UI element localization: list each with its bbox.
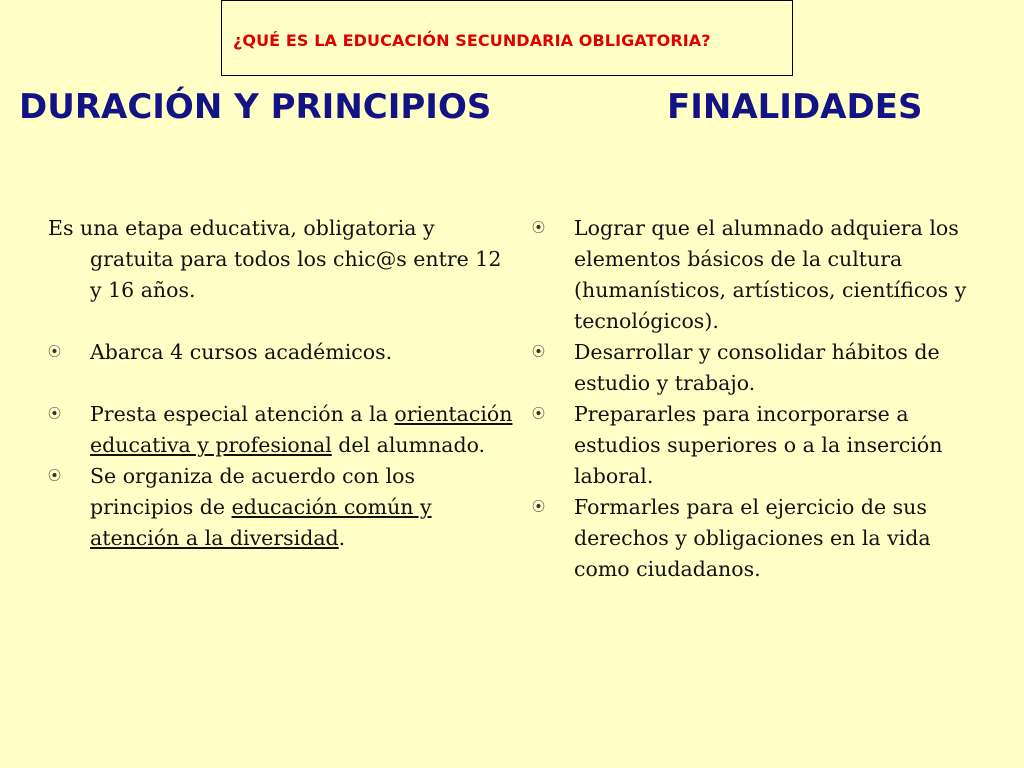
item-text: del alumnado. (331, 433, 486, 457)
circle-dot-icon: ⦿ (532, 407, 546, 422)
underlined-text: orientación educativa y profesional (90, 402, 513, 457)
list-item (48, 337, 518, 368)
circle-dot-icon: ⦿ (532, 500, 546, 515)
underlined-text: educación común y atención a la diversidad (90, 495, 432, 550)
item-text: Abarca 4 cursos académicos. (90, 340, 393, 364)
slide-title: ¿QUÉ ES LA EDUCACIÓN SECUNDARIA OBLIGATORIA? (233, 31, 711, 50)
left-column (48, 213, 518, 554)
item-text: . (338, 526, 346, 550)
list-item (532, 213, 992, 337)
item-text: Lograr que el alumnado adquiera los elementos básicos de la cultura (humanísticos, artísticos, científicos y tecnológicos). (574, 216, 967, 333)
circle-dot-icon: ⦿ (48, 345, 62, 360)
title-box (221, 0, 793, 76)
item-text: Presta especial atención a la (90, 402, 395, 426)
heading-duracion-principios: DURACIÓN Y PRINCIPIOS (19, 87, 492, 127)
item-text: Desarrollar y consolidar hábitos de estudio y trabajo. (574, 340, 940, 395)
circle-dot-icon: ⦿ (48, 469, 62, 484)
item-text: Prepararles para incorporarse a estudios superiores o a la inserción laboral. (574, 402, 943, 488)
heading-finalidades: FINALIDADES (667, 87, 923, 127)
circle-dot-icon: ⦿ (532, 221, 546, 236)
circle-dot-icon: ⦿ (532, 345, 546, 360)
list-item (48, 399, 518, 461)
list-item (532, 399, 992, 492)
list-item (532, 492, 992, 585)
right-column (532, 213, 992, 585)
list-item (532, 337, 992, 399)
item-text: Formarles para el ejercicio de sus derechos y obligaciones en la vida como ciudadanos. (574, 495, 931, 581)
item-text: Se organiza de acuerdo con los principios de (90, 464, 416, 519)
circle-dot-icon: ⦿ (48, 407, 62, 422)
list-item (48, 461, 518, 554)
intro-text: Es una etapa educativa, obligatoria y gratuita para todos los chic@s entre 12 y 16 años. (48, 216, 502, 302)
